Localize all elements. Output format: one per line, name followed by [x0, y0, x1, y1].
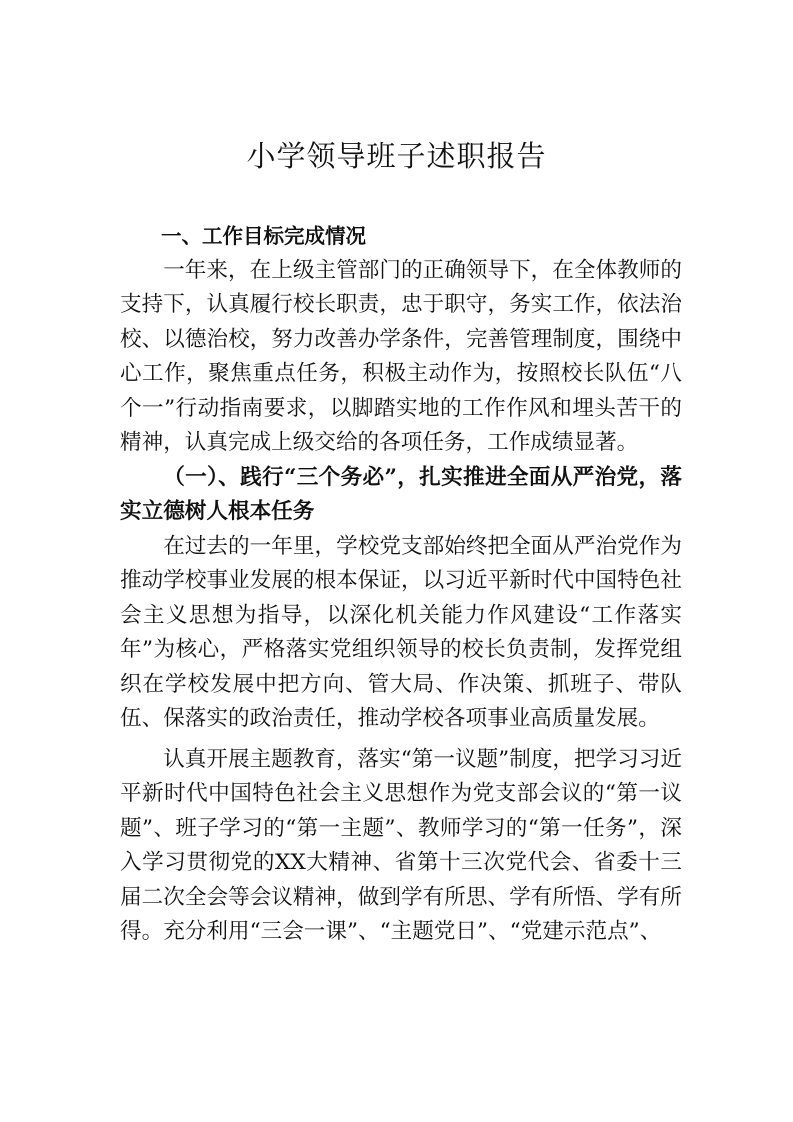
paragraph-3: 认真开展主题教育，落实“第一议题”制度，把学习习近平新时代中国特色社会主义思想作为党支部会议的“第一议题”、班子学习的“第一主题”、教师学习的“第一任务”，深入学习贯彻党的XX大精神、省第十三次党代会、省委十三届二次全会等会议精神，做到学有所思、学有所悟、学有所得。充分利用“三会一课”、“主题党日”、“党建示范点”、: [120, 746, 682, 944]
paragraph-1: 一年来，在上级主管部门的正确领导下，在全体教师的支持下，认真履行校长职责，忠于职守，务实工作，依法治校、以德治校，努力改善办学条件，完善管理制度，围绕中心工作，聚焦重点任务，积极主动作为，按照校长队伍“八个一”行动指南要求，以脚踏实地的工作作风和埋头苦干的精神，认真完成上级交给的各项任务，工作成绩显著。: [120, 257, 682, 455]
section-heading-1: 一、工作目标完成情况: [161, 224, 366, 248]
document-title: 小学领导班子述职报告: [246, 139, 547, 173]
paragraph-2: 在过去的一年里，学校党支部始终把全面从严治党作为推动学校事业发展的根本保证，以习近平新时代中国特色社会主义思想为指导，以深化机关能力作风建设“工作落实年”为核心，严格落实党组织领导的校长负责制，发挥党组织在学校发展中把方向、管大局、作决策、抓班子、带队伍、保落实的政治责任，推动学校各项事业高质量发展。: [120, 533, 682, 731]
section-heading-2: （一）、践行“三个务必”，扎实推进全面从严治党，落实立德树人根本任务: [120, 464, 682, 524]
document-body: [120, 219, 682, 950]
